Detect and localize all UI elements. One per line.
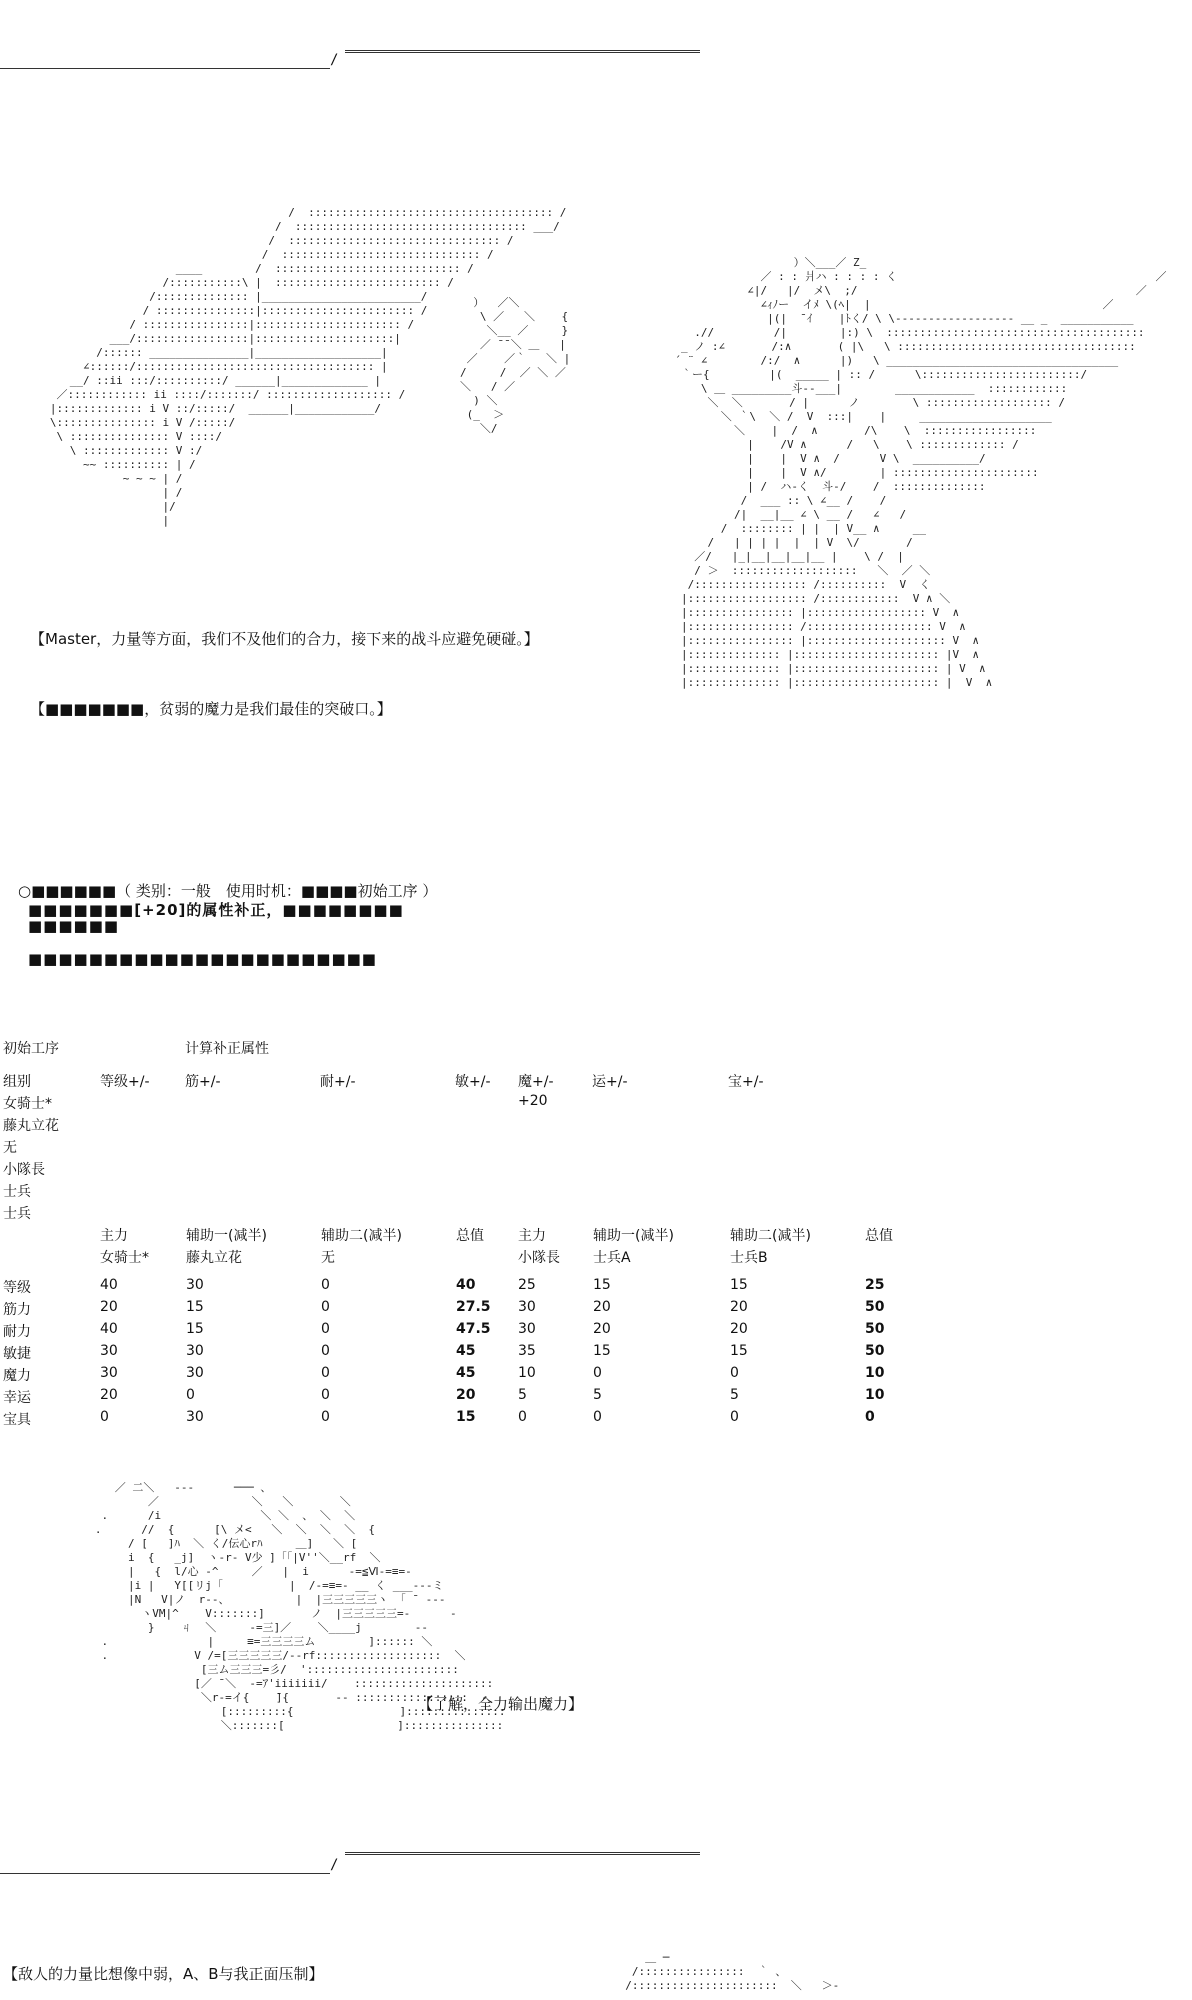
caption-enemy: 【敌人的力量比想像中弱，A、B与我正面压制】 — [3, 1965, 324, 1983]
header-magic: 魔+/- — [518, 1074, 554, 1090]
correction-label-left: 初始工序 — [3, 1041, 59, 1057]
ascii-art-cloth: ） ／＼ \ ／ ＼ { ＼__ ／ } ／ ̄ ̄ ＼ ＿ | ／ ／｀ ＼ | / / ／ ＼ ／ ＼ / ／ ) ＼ (_ ＞ ＼/ — [460, 296, 571, 435]
stat-total: 45 — [456, 1343, 476, 1359]
stat-value: 5 — [518, 1387, 527, 1403]
caption-weak-magic: 【■■■■■■■，贫弱的魔力是我们最佳的突破口。】 — [30, 700, 392, 718]
ascii-art-partial-bottom: ＿ ─ /:::::::::::::::: ｀ 、 /:::::::::::::::::::::: ＼ ＞- — [625, 1951, 840, 1992]
stats-col-name: 女骑士* — [100, 1250, 149, 1266]
stats-row-endurance — [3, 1321, 925, 1343]
stat-value: 20 — [730, 1321, 748, 1337]
stats-row-noble-phantasm — [3, 1409, 925, 1431]
stats-row-agility — [3, 1343, 925, 1365]
stat-value: 30 — [186, 1365, 204, 1381]
stats-header-row — [3, 1225, 925, 1247]
stats-row-strength — [3, 1299, 925, 1321]
stats-col-label: 主力 — [100, 1228, 128, 1244]
stat-total: 0 — [865, 1409, 875, 1425]
stat-value: 30 — [518, 1299, 536, 1315]
stat-value: 30 — [186, 1343, 204, 1359]
stat-value: 0 — [321, 1409, 330, 1425]
header-np: 宝+/- — [728, 1074, 764, 1090]
stat-value: 0 — [321, 1321, 330, 1337]
group-item: 小隊長 — [3, 1162, 45, 1178]
top-divider-left — [0, 68, 330, 69]
group-item: 藤丸立花 — [3, 1118, 59, 1134]
stat-label: 幸运 — [3, 1390, 31, 1406]
stat-value: 0 — [321, 1387, 330, 1403]
stat-value: 25 — [518, 1277, 536, 1293]
stat-total: 50 — [865, 1299, 885, 1315]
stats-col-name — [865, 1247, 925, 1269]
skill-redacted-line: ■■■■■■■■■■■■■■■■■■■■■■■ — [28, 950, 377, 968]
stat-total: 25 — [865, 1277, 885, 1293]
stat-label: 宝具 — [3, 1412, 31, 1428]
stat-total: 27.5 — [456, 1299, 491, 1315]
stat-value: 35 — [518, 1343, 536, 1359]
stat-value: 5 — [593, 1387, 602, 1403]
stat-total: 20 — [456, 1387, 476, 1403]
stat-value: 20 — [100, 1299, 118, 1315]
header-agility: 敏+/- — [455, 1074, 491, 1090]
stat-value: 0 — [593, 1365, 602, 1381]
top-divider-right — [345, 50, 700, 53]
stat-value: 30 — [100, 1365, 118, 1381]
stat-value: 0 — [321, 1343, 330, 1359]
stat-total: 10 — [865, 1387, 885, 1403]
stat-label: 等级 — [3, 1280, 31, 1296]
stat-value: 0 — [593, 1409, 602, 1425]
header-group: 组别 — [3, 1074, 31, 1090]
stats-col-label: 主力 — [518, 1228, 546, 1244]
stat-value: 15 — [730, 1343, 748, 1359]
stat-total: 15 — [456, 1409, 476, 1425]
stat-value: 15 — [593, 1343, 611, 1359]
stats-col-label: 辅助一(减半) — [186, 1228, 267, 1244]
stat-value: 0 — [321, 1365, 330, 1381]
stats-col-name: 士兵B — [730, 1250, 768, 1266]
ascii-art-knight-figure: ）＼___／ Ζ_ ／ : : 爿ハ : : : : く ／ ∠|/ |/ メ\ ;/ ／ ∠ｨﾉー イﾒ \(ﾍ| | ／ |(| ̄ ｲ |ﾄく/ \ \------------------ __ _ ___________ .// /| |:) \ ::::::::::::::::::::::::::::::::::::::: _ ノ :∠ /:∧ ( |\ \ :::::::::::::::::::::::::::::::::::: ´ ¨ ∠ /:/ ∧ |) \ ___________________________________ ｀ー{ |( _____ | :: / \::::::::::::::::::::::::/ \ ＿ _________斗‐‐___| ____________ :::::::::::: ＼ ＼ / | ノ \ ::::::::::::::::::: / ＼ ｀\ ＼ / V :::| | ____________________ ＼ | / ∧ /\ \ ::::::::::::::::: | /V ∧ / \ \ ::::::::::::: / | | V ∧ / V \ __________/ | | V ∧/ | :::::::::::::::::::::: | / ハ-く 斗‐/ / :::::::::::::: / ___ :: \ ∠__ / / /| __|__ ∠ \ __ / ∠ / / :::::::: | | | V__ ∧ __ / | | | | | | V \/ / ／/ |_|__|__|__|__ | \ / | / ＞ ::::::::::::::::::: ＼ ／ ＼ /::::::::::::::::: /:::::::::: V く |:::::::::::::::::: /:::::::::::: V ∧ ＼ |:::::::::::::::: |:::::::::::::::::: V ∧ |:::::::::::::::: /::::::::::::::::::: V ∧ |:::::::::::::::: |::::::::::::::::::::: V ∧ |:::::::::::::: |:::::::::::::::::::::: |V ∧ |:::::::::::::: |:::::::::::::::::::::: | V ∧ |:::::::::::::: |:::::::::::::::::::::: | V ∧ — [674, 256, 1167, 689]
skill-effect-line: ■■■■■■■[+20]的属性补正，■■■■■■■■ — [28, 901, 404, 919]
stats-row-magic — [3, 1365, 925, 1387]
bottom-divider-slash: / — [330, 1857, 339, 1873]
stats-col-name: 士兵A — [593, 1250, 631, 1266]
stat-value: 30 — [518, 1321, 536, 1337]
stat-value: 10 — [518, 1365, 536, 1381]
stat-value: 20 — [100, 1387, 118, 1403]
stats-col-label: 总值 — [865, 1228, 893, 1244]
stat-total: 47.5 — [456, 1321, 491, 1337]
caption-reply: 【了解，全力输出魔力】 — [418, 1695, 584, 1713]
stat-value: 40 — [100, 1277, 118, 1293]
group-item: 女骑士* — [3, 1096, 52, 1112]
stat-value: 30 — [186, 1277, 204, 1293]
correction-label-right: 计算补正属性 — [185, 1041, 269, 1057]
header-strength: 筋+/- — [185, 1074, 221, 1090]
stat-value: 15 — [593, 1277, 611, 1293]
stat-value: 0 — [100, 1409, 109, 1425]
stat-total: 40 — [456, 1277, 476, 1293]
skill-effect-line-2: ■■■■■■ — [28, 917, 120, 935]
bottom-divider-left — [0, 1873, 330, 1874]
stats-col-label: 辅助一(减半) — [593, 1228, 674, 1244]
stat-total: 50 — [865, 1343, 885, 1359]
stat-value: 20 — [593, 1299, 611, 1315]
stats-names-row — [3, 1247, 925, 1269]
stats-col-name — [456, 1247, 518, 1269]
header-endurance: 耐+/- — [320, 1074, 356, 1090]
stat-label: 耐力 — [3, 1324, 31, 1340]
stat-total: 45 — [456, 1365, 476, 1381]
stats-col-name: 小隊長 — [518, 1250, 560, 1266]
ascii-art-gauntlet: / ::::::::::::::::::::::::::::::::::::: / / ::::::::::::::::::::::::::::::::::: ___/ / :::::::::::::::::::::::::::::::: / / :::::::::::::::::::::::::::::: / ____ / :::::::::::::::::::::::::::: / /:::::::::::\ | ::::::::::::::::::::::::: / /:::::::::::::: |________________________/ / :::::::::::::::|::::::::::::::::::::::: / / ::::::::::::::::|:::::::::::::::::::::: / ___/:::::::::::::::::|:::::::::::::::::::::| /:::::: _______________|___________________| ∠::::::/:::::::::::::::::::::::::::::::::::: | __/ ::ii :::/::::::::::/ ______|_____________ | ／:::::::::::: ii ::::/:::::::/ ::::::::::::::::::: / |::::::::::::: i V ::/:::::/ ______|____________/ \::::::::::::::: i V /:::::/ \ ::::::::::::::: V ::::/ \ ::::::::::::: V :/ ~~ :::::::::: | / ~ ~ ~ | / | / |/ | — [49, 206, 567, 527]
stats-col-name: 无 — [321, 1250, 335, 1266]
top-divider-slash: / — [330, 52, 339, 68]
stats-row-luck — [3, 1387, 925, 1409]
group-item: 士兵 — [3, 1184, 31, 1200]
stat-label: 魔力 — [3, 1368, 31, 1384]
group-item: 无 — [3, 1140, 17, 1156]
stat-value: 0 — [518, 1409, 527, 1425]
stats-row-level — [3, 1277, 925, 1299]
stat-total: 10 — [865, 1365, 885, 1381]
stat-value: 0 — [321, 1277, 330, 1293]
stat-value: 0 — [186, 1387, 195, 1403]
caption-master: 【Master，力量等方面，我们不及他们的合力，接下来的战斗应避免硬碰。】 — [30, 630, 539, 648]
stat-value: 0 — [730, 1365, 739, 1381]
stat-value: 5 — [730, 1387, 739, 1403]
stat-value: 20 — [593, 1321, 611, 1337]
stats-table — [3, 1225, 925, 1431]
stats-col-label: 辅助二(减半) — [321, 1228, 402, 1244]
stat-label: 敏捷 — [3, 1346, 31, 1362]
header-level: 等级+/- — [100, 1074, 150, 1090]
stat-value: 20 — [730, 1299, 748, 1315]
stat-value: 15 — [186, 1299, 204, 1315]
stat-total: 50 — [865, 1321, 885, 1337]
stat-value: 0 — [321, 1299, 330, 1315]
stat-value: 0 — [730, 1409, 739, 1425]
stat-value: 15 — [730, 1277, 748, 1293]
stats-col-label: 辅助二(减半) — [730, 1228, 811, 1244]
stats-col-label: 总值 — [456, 1228, 484, 1244]
stat-label: 筋力 — [3, 1302, 31, 1318]
magic-bonus-value: +20 — [518, 1093, 548, 1109]
stat-value: 15 — [186, 1321, 204, 1337]
stats-col-name: 藤丸立花 — [186, 1250, 242, 1266]
stat-value: 30 — [186, 1409, 204, 1425]
ascii-art-character-portrait: ／ 二＼ --- ─── 、 ／ ＼ ＼ ＼ . /i ＼ ＼ 、 ＼ ＼ . // { [\ メ< ＼ ＼ ＼ ＼ { / [ ]ﾊ ＼ く/伝心rﾊ ＿] ＼ [ i { _j] ヽ-r‐ V少 ]「｢|V''＼__rf ＼ | { l/心 -^ ／ | i -=≦Ⅵ-=≡=- |i | Y[[リj「 | /‐=≡=- __ く ___---ミ |N V|ノ r‐-、 | |三三三三三ヽ 「 ̄ --- ヽVM|^ V:::::::] ノ |三三三三三=- - } ㄐ ＼ ‐=三]／ ＼____j -‐ . | ≡=三三三三ム ]:::::: ＼ . V /=[三三三三三/‐‐rf::::::::::::::::::: ＼ [三ム三三三=彡/ '::::::::::::::::::::::: [／ ̄ ＼ ‐=ｱ'iiiiiii/ ::::::::::::::::::::: ＼r‐=イ{ ̄]{ ‐‐ ::::::::::::::::: - [:::::::::{ ]::::::::::::::: ＼:::::::[ ]::::::::::::::: — [94, 1481, 506, 1732]
group-item: 士兵 — [3, 1206, 31, 1222]
stat-value: 40 — [100, 1321, 118, 1337]
bottom-divider-right — [345, 1852, 700, 1855]
skill-header: ○■■■■■■（ 类别：一般 使用时机：■■■■初始工序 ） — [18, 882, 438, 900]
header-luck: 运+/- — [592, 1074, 628, 1090]
stat-value: 30 — [100, 1343, 118, 1359]
